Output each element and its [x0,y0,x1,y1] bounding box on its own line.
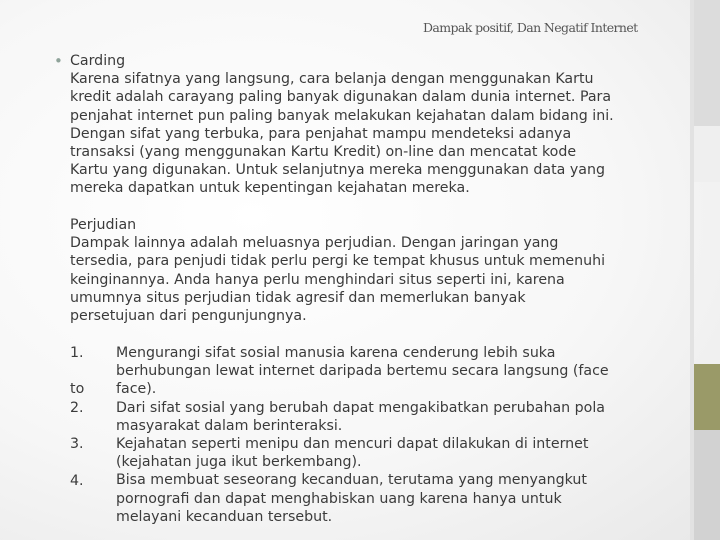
side-band-accent [694,364,720,430]
carding-line: Karena sifatnya yang langsung, cara belanja dengan menggunakan Kartu [70,71,594,88]
carding-line: Dengan sifat yang terbuka, para penjahat mampu mendeteksi adanya [70,125,572,142]
list-line: (kejahatan juga ikut berkembang). [116,454,362,471]
side-band-bottom [694,430,720,540]
list-line: pornografi dan dapat menghabiskan uang karena hanya untuk [116,490,562,507]
list-line: berhubungan lewat internet daripada bertemu secara langsung (face [116,363,609,380]
carding-line: Kartu yang digunakan. Untuk selanjutnya mereka menggunakan data yang [70,162,605,179]
list-line: melayani kecanduan tersebut. [116,508,333,525]
carding-section [70,52,670,198]
slide-header: Dampak positif, Dan Negatif Internet [423,20,638,35]
perjudian-section [70,216,670,325]
perjudian-line: tersedia, para penjudi tidak perlu pergi ke tempat khusus untuk memenuhi [70,253,606,270]
side-edge [690,0,694,540]
carding-title: Carding [70,53,126,69]
perjudian-title: Perjudian [70,217,137,233]
bullet-icon: • [54,52,63,70]
list-number: 4. [70,473,84,489]
list-number: 3. [70,436,84,452]
carding-line: mereka dapatkan untuk kepentingan kejahatan mereka. [70,180,470,197]
list-line: Bisa membuat seseorang kecanduan, terutama yang menyangkut [116,472,587,489]
list-line: masyarakat dalam berinteraksi. [116,417,343,434]
perjudian-line: persetujuan dari pengunjungnya. [70,308,307,325]
carding-line: kredit adalah carayang paling banyak digunakan dalam dunia internet. Para [70,89,612,106]
list-number: to [70,381,85,397]
perjudian-line: Dampak lainnya adalah meluasnya perjudian. Dengan jaringan yang [70,235,559,252]
perjudian-line: umumnya situs perjudian tidak agresif dan memerlukan banyak [70,289,526,306]
list-line: face). [116,381,157,398]
list-line: Kejahatan seperti menipu dan mencuri dapat dilakukan di internet [116,436,589,453]
list-line: Mengurangi sifat sosial manusia karena cenderung lebih suka [116,345,556,361]
list-text [116,344,676,526]
carding-line: penjahat internet pun paling banyak melakukan kejahatan dalam bidang ini. [70,107,614,124]
list-line: Dari sifat sosial yang berubah dapat mengakibatkan perubahan pola [116,399,605,416]
side-band-light [694,126,720,182]
side-band-top [694,0,720,126]
list-number: 2. [70,400,84,416]
list-number: 1. [70,345,84,361]
perjudian-line: keinginannya. Anda hanya perlu menghindari situs seperti ini, karena [70,271,565,288]
carding-line: transaksi (yang menggunakan Kartu Kredit) on-line dan mencatat kode [70,144,577,161]
